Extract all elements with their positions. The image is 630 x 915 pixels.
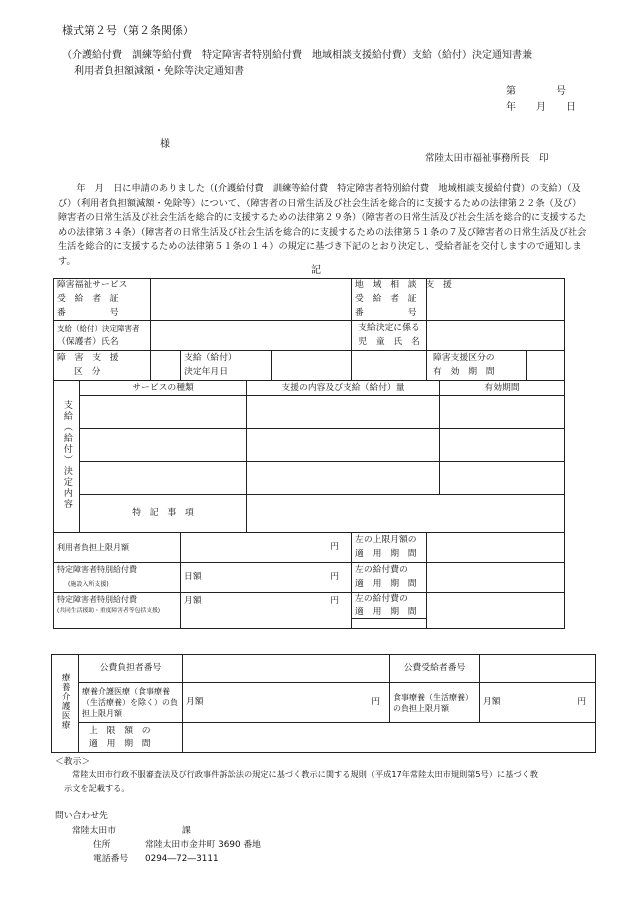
monthly-amount-field[interactable]: 月額 円 (181, 593, 352, 629)
daily-amount-field[interactable]: 日額 円 (181, 563, 352, 593)
medical-care-table (51, 654, 596, 753)
period-row[interactable] (440, 462, 565, 495)
benefit-period-label: 左の給付費の (352, 563, 427, 578)
special-notes-label: 特 記 事 項 (80, 495, 247, 533)
consult-cert-label-2: 受 給 者 証 (352, 293, 427, 307)
benefit-period-label-2: 適 用 期 間 (352, 578, 427, 593)
user-burden-cap-field[interactable]: 円 (181, 533, 352, 563)
decided-person-label-2: （保護者）氏名 (54, 336, 151, 351)
instruction-text-2: 示文を記載する。 (64, 783, 130, 793)
benefit-period-spacer (352, 619, 427, 629)
benefit-period-label-b: 左の給付費の (352, 593, 427, 607)
support-category-label: 障 害 支 援 (54, 351, 151, 366)
instruction-text: 常陸太田市行政不服審査法及び行政事件訴訟法の規定に基づく教示に関する規則（平成17年常陸太田市規則第5号）に基づく教 (72, 769, 538, 779)
special-benefit-sublabel: (施設入所支援) (54, 578, 181, 593)
category-period-label: 障害支援区分の (427, 351, 527, 366)
phone: 0294―72―3111 (145, 854, 219, 864)
special-benefit-label-2: 特定障害者特別給付費 (54, 593, 181, 607)
service-cert-label-2: 受 給 者 証 (54, 293, 151, 307)
period-row[interactable] (440, 396, 565, 429)
cap-period-field[interactable] (427, 533, 565, 563)
meal-cap-field[interactable]: 月額 円 (480, 683, 596, 723)
special-notes-field[interactable] (247, 495, 565, 533)
content-row[interactable] (247, 396, 440, 429)
special-benefit-sublabel-2: (共同生活援助・重度障害者等包括支援) (54, 607, 181, 629)
consult-cert-label-3: 番 号 (352, 307, 427, 321)
instruction-heading: ＜教示＞ (55, 757, 91, 767)
child-name-field[interactable] (427, 321, 565, 351)
child-label: 支給決定に係る (352, 321, 427, 336)
addressee-suffix: 様 (160, 139, 170, 150)
service-type-header: サービスの種類 (80, 381, 247, 396)
cap-period-label-2: 適 用 期 間 (352, 548, 427, 563)
benefit-period-field[interactable] (427, 563, 565, 593)
recipient-number-label: 公費受給者番号 (390, 655, 480, 683)
address: 常陸太田市金井町 3690 番地 (145, 840, 261, 850)
document-date: 年 月 日 (506, 102, 576, 113)
phone-label: 電話番号 (93, 854, 129, 864)
cap-period-label: 上 限 額 の 適 用 期 間 (79, 723, 183, 753)
issuer: 常陸太田市福祉事務所長 印 (425, 153, 549, 164)
special-benefit-label: 特定障害者特別給付費 (54, 563, 181, 578)
service-row[interactable] (80, 396, 247, 429)
service-row[interactable] (80, 429, 247, 462)
payer-number-label: 公費負担者番号 (79, 655, 183, 683)
recipient-number-field[interactable] (480, 655, 596, 683)
category-period-field[interactable] (527, 351, 565, 381)
service-cert-number-field[interactable] (151, 279, 352, 321)
payer-number-field[interactable] (183, 655, 390, 683)
user-burden-cap-label: 利用者負担上限月額 (54, 533, 181, 563)
service-row[interactable] (80, 462, 247, 495)
benefit-period-field-b[interactable] (427, 593, 565, 629)
contact-heading: 問い合わせ先 (55, 811, 108, 821)
decision-date-label: 支給（給付） (181, 351, 272, 366)
service-cert-label: 障害福祉サービス (54, 279, 151, 293)
service-cert-label-3: 番 号 (54, 307, 151, 321)
valid-period-header: 有効期間 (440, 381, 565, 396)
benefit-period-label-b2: 適 用 期 間 (352, 607, 427, 619)
support-category-label-2: 区 分 (54, 366, 151, 381)
content-row[interactable] (247, 462, 440, 495)
body-paragraph: 年 月 日に申請のありました（(介護給付費 訓練等給付費 特定障害者特別給付費 地域相談支援給付費）の支給）（及び）（利用者負担額減額・免除等）について、（障害者の日常生活及び社会生活を総合的に支援するための法律第２２条（及び）障害者の日常生活及び社会生活を総合的に支援するための法律第２９条）（障害者の日常生活及び社会生活を総合的に支援するための法律第３４条）（障害者の日常生活及び社会生活を総合的に支援するための法律第５１条の７及び障害者の日常生活及び社会生活を総合的に支援するための法律第５１条の１４）の規定に基づき下記のとおり決定し、受給者証を交付しますので通知します。 (58, 183, 587, 267)
cap-period-field[interactable] (183, 723, 596, 753)
decided-person-name-field[interactable] (151, 321, 352, 351)
meal-cap-label: 食事療養（生活療養）の負担上限月額 (390, 683, 480, 723)
period-row[interactable] (440, 429, 565, 462)
form-number: 様式第２号（第２条関係） (62, 24, 194, 37)
medical-care-side-label: 療養介護医療 (52, 655, 79, 753)
document-title-line2: 利用者負担額減額・免除等決定通知書 (74, 66, 244, 77)
content-row[interactable] (247, 429, 440, 462)
contact-city: 常陸太田市 (72, 826, 116, 836)
support-category-field[interactable] (151, 351, 181, 381)
decision-content-side-label: 支給（給付）決定内容 (54, 381, 80, 533)
consult-cert-label: 地 域 相 談 支 援 (352, 279, 427, 293)
support-content-header: 支援の内容及び支給（給付）量 (247, 381, 440, 396)
document-number: 第 号 (506, 86, 566, 97)
ki-label: 記 (311, 265, 321, 276)
decided-person-label: 支給（給付）決定障害者 (54, 321, 151, 336)
address-label: 住所 (93, 840, 111, 850)
document-title: （介護給付費 訓練等給付費 特定障害者特別給付費 地域相談支援給付費）支給（給付）決定通知書兼 (62, 50, 532, 61)
child-label-2: 児 童 氏 名 (352, 336, 427, 351)
decision-date-field[interactable] (272, 351, 352, 381)
contact-section: 課 (182, 826, 191, 836)
decision-table (53, 278, 565, 629)
decision-date-field-2[interactable] (352, 351, 427, 381)
medical-cap-field[interactable]: 月額 円 (183, 683, 390, 723)
medical-cap-label: 療養介護医療（食事療養（生活療養）を除く）の負担上限月額 (79, 683, 183, 723)
decision-date-label-2: 決定年月日 (181, 366, 272, 381)
category-period-label-2: 有 効 期 間 (427, 366, 527, 381)
cap-period-label: 左の上限月額の (352, 533, 427, 548)
